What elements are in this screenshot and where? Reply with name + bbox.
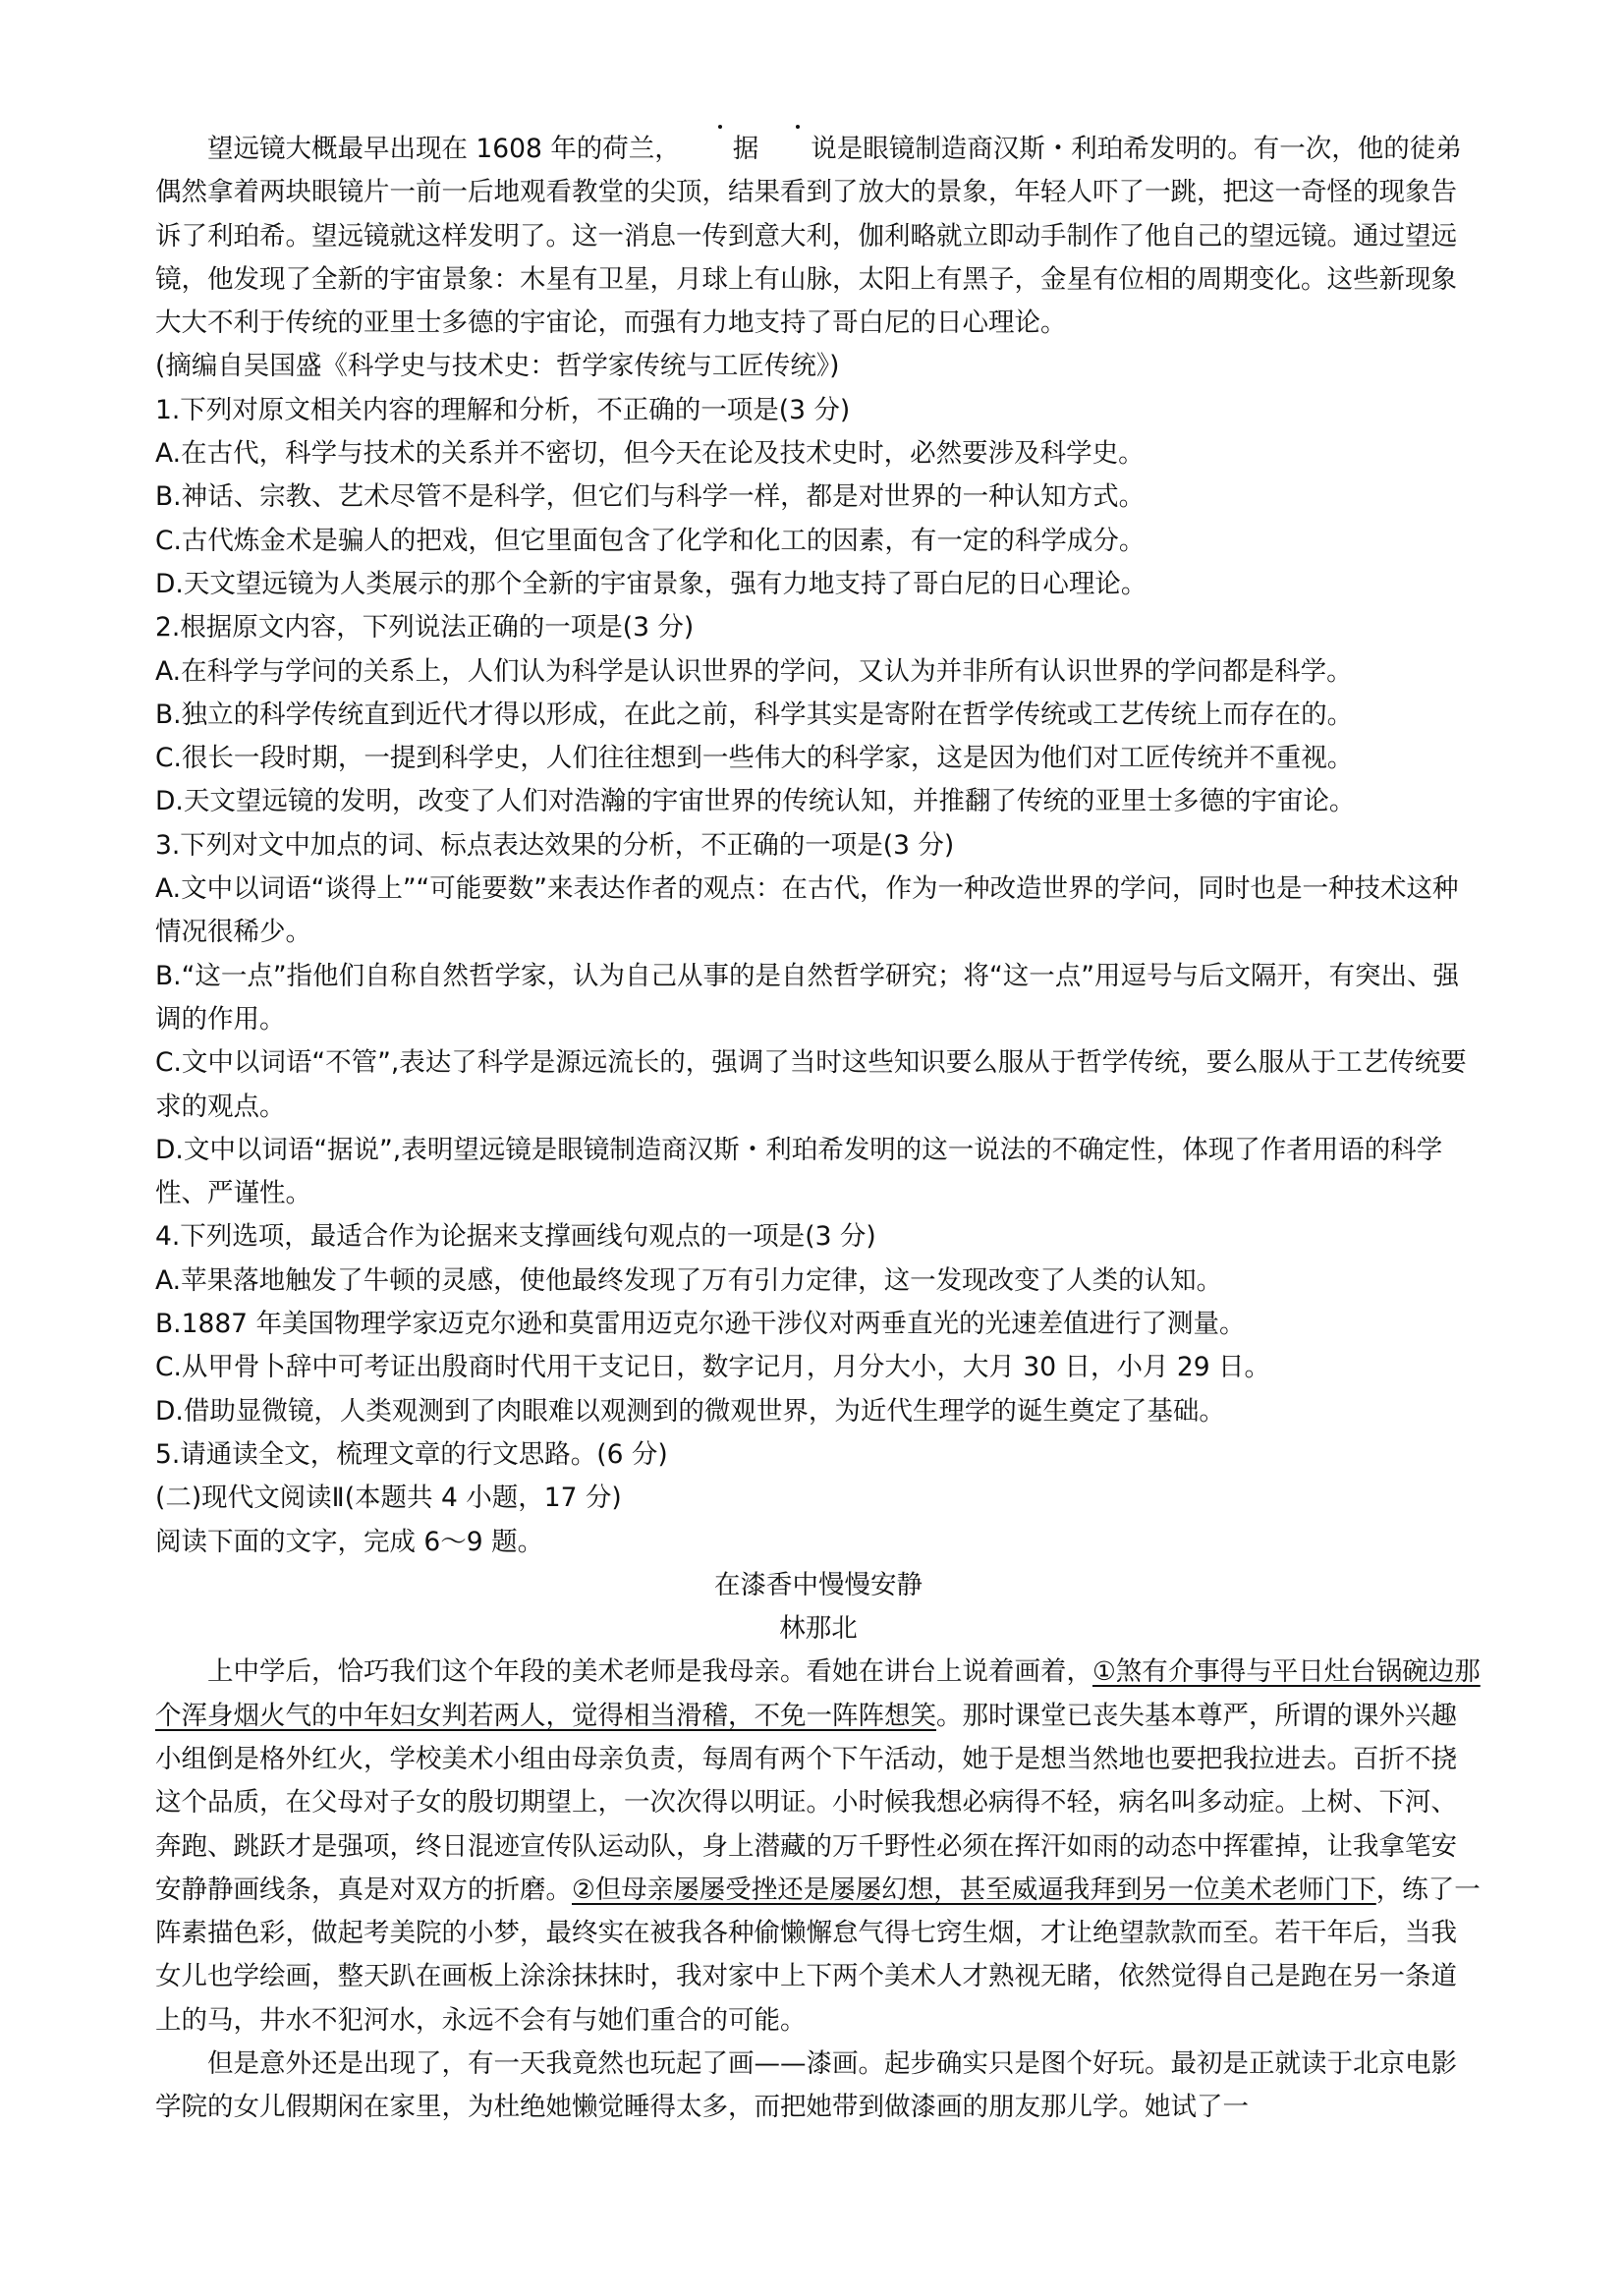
option-4a: A.苹果落地触发了牛顿的灵感，使他最终发现了万有引力定律，这一发现改变了人类的认知。 xyxy=(155,1264,1223,1296)
source-citation: (摘编自吴国盛《科学史与技术史：哲学家传统与工匠传统》) xyxy=(155,351,840,382)
option-1c: C.古代炼金术是骗人的把戏，但它里面包含了化学和化工的因素，有一定的科学成分。 xyxy=(155,525,1146,556)
option-2b: B.独立的科学传统直到近代才得以形成，在此之前，科学其实是寄附在哲学传统或工艺传统上而存在的。 xyxy=(155,699,1354,730)
option-3b: B.“这一点”指他们自称自然哲学家，认为自己从事的是自然哲学研究；将“这一点”用逗号与后文隔开，有突出、强调的作用。 xyxy=(155,960,1460,1035)
option-4d: D.借助显微镜，人类观测到了肉眼难以观测到的微观世界，为近代生理学的诞生奠定了基础。 xyxy=(155,1395,1225,1427)
option-3d: D.文中以词语“据说”,表明望远镜是眼镜制造商汉斯・利珀希发明的这一说法的不确定性，体现了作者用语的科学性、严谨性。 xyxy=(155,1134,1443,1209)
question-5: 5.请通读全文，梳理文章的行文思路。(6 分) xyxy=(155,1438,668,1470)
section-heading: (二)现代文阅读Ⅱ(本题共 4 小题，17 分) xyxy=(155,1483,622,1514)
question-1: 1.下列对原文相关内容的理解和分析，不正确的一项是(3 分) xyxy=(155,394,851,425)
article-text: 上中学后，恰巧我们这个年段的美术老师是我母亲。看她在讲台上说着画着， xyxy=(207,1656,1092,1688)
article-text: 。那时课堂已丧失基本尊严，所谓的课外兴趣小组倒是格外红火，学校美术小组由母亲负责，每周有两个下午活动，她于是想当然地也要把我拉进去。百折不挠这个品质，在父母对子女的殷切期望上，一次次得以明证。小时候我想必病得不轻，病名叫多动症。上树、下河、奔跑、跳跃才是强项，终日混迹宣传队运动队，身上潜藏的万千野性必须在挥汗如雨的动态中挥霍掉，让我拿笔安安静静画线条，真是对双方的折磨。 xyxy=(155,1700,1457,1905)
option-2d: D.天文望远镜的发明，改变了人们对浩瀚的宇宙世界的传统认知，并推翻了传统的亚里士多德的宇宙论。 xyxy=(155,786,1356,817)
option-4b: B.1887 年美国物理学家迈克尔逊和莫雷用迈克尔逊干涉仪对两垂直光的光速差值进行了测量。 xyxy=(155,1309,1246,1340)
question-2: 2.根据原文内容，下列说法正确的一项是(3 分) xyxy=(155,612,695,644)
option-4c: C.从甲骨卜辞中可考证出殷商时代用干支记日，数字记月，月分大小，大月 30 日，小月 29 日。 xyxy=(155,1352,1271,1383)
emphasis-dot-char: 据 xyxy=(681,128,759,171)
option-1d: D.天文望远镜为人类展示的那个全新的宇宙景象，强有力地支持了哥白尼的日心理论。 xyxy=(155,568,1147,599)
option-1a: A.在古代，科学与技术的关系并不密切，但今天在论及技术史时，必然要涉及科学史。 xyxy=(155,438,1145,470)
option-2a: A.在科学与学问的关系上，人们认为科学是认识世界的学问，又认为并非所有认识世界的学问都是科学。 xyxy=(155,655,1353,687)
question-3: 3.下列对文中加点的词、标点表达效果的分析，不正确的一项是(3 分) xyxy=(155,829,955,861)
article-paragraph xyxy=(155,1651,1482,2043)
question-4: 4.下列选项，最适合作为论据来支撑画线句观点的一项是(3 分) xyxy=(155,1221,876,1253)
passage-paragraph xyxy=(155,128,1482,345)
section-instruction: 阅读下面的文字，完成 6～9 题。 xyxy=(155,1526,544,1557)
article-paragraph: 但是意外还是出现了，有一天我竟然也玩起了画——漆画。起步确实只是图个好玩。最初是正就读于北京电影学院的女儿假期闲在家里，为杜绝她懒觉睡得太多，而把她带到做漆画的朋友那儿学。她试了一 xyxy=(155,2048,1457,2123)
passage-text: 是眼镜制造商汉斯・利珀希发明的。有一次，他的徒弟偶然拿着两块眼镜片一前一后地观看教堂的尖顶，结果看到了放大的景象，年轻人吓了一跳，把这一奇怪的现象告诉了利珀希。望远镜就这样发明了。这一消息一传到意大利，伽利略就立即动手制作了他自己的望远镜。通过望远镜，他发现了全新的宇宙景象：木星有卫星，月球上有山脉，太阳上有黑子，金星有位相的周期变化。这些新现象大大不利于传统的亚里士多德的宇宙论，而强有力地支持了哥白尼的日心理论。 xyxy=(155,134,1462,339)
passage-text: 望远镜大概最早出现在 1608 年的荷兰， xyxy=(207,134,681,164)
article-text: ，练了一阵素描色彩，做起考美院的小梦，最终实在被我各种偷懒懈怠气得七窍生烟，才让绝望款款而至。若干年后，当我女儿也学绘画，整天趴在画板上涂涂抹抹时，我对家中上下两个美术人才熟视无睹，依然觉得自己是跑在另一条道上的马，井水不犯河水，永远不会有与她们重合的可能。 xyxy=(155,1874,1481,2036)
emphasis-dot-char: 说 xyxy=(758,128,837,171)
option-1b: B.神话、宗教、艺术尽管不是科学，但它们与科学一样，都是对世界的一种认知方式。 xyxy=(155,481,1146,513)
article-title: 在漆香中慢慢安静 xyxy=(714,1569,923,1600)
option-3c: C.文中以词语“不管”,表达了科学是源远流长的，强调了当时这些知识要么服从于哲学传统，要么服从于工艺传统要求的观点。 xyxy=(155,1047,1467,1122)
option-3a: A.文中以词语“谈得上”“可能要数”来表达作者的观点：在古代，作为一种改造世界的学问，同时也是一种技术这种情况很稀少。 xyxy=(155,873,1459,948)
document-page xyxy=(155,128,1482,2130)
underlined-sentence-1: ①煞有介事得与平日灶台锅碗边那个浑身烟火气的中年妇女判若两人，觉得相当滑稽，不免一阵阵想笑 xyxy=(155,1656,1481,1731)
article-author: 林那北 xyxy=(779,1613,858,1645)
underlined-sentence-2: ②但母亲屡屡受挫还是屡屡幻想，甚至威逼我拜到另一位美术老师门下 xyxy=(572,1874,1376,1905)
option-2c: C.很长一段时期，一提到科学史，人们往往想到一些伟大的科学家，这是因为他们对工匠传统并不重视。 xyxy=(155,743,1354,774)
